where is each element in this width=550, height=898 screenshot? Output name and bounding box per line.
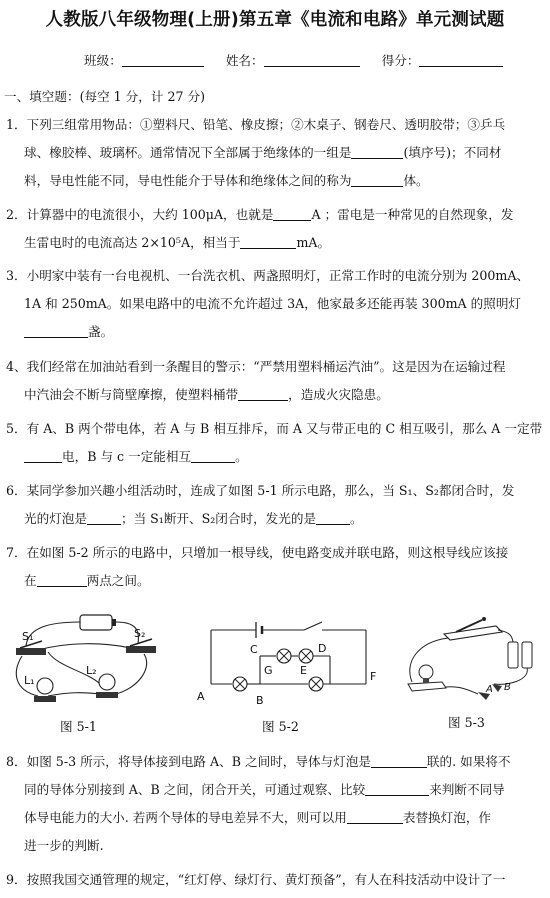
question-text: ，造成火灾隐患。 — [288, 387, 389, 402]
question-text: 球、橡胶棒、玻璃杯。通常情况下全部属于绝缘体的一组是 — [24, 145, 352, 160]
question-text: 体。 — [403, 173, 429, 188]
question-text: 在 — [24, 573, 37, 588]
question-text: 体导电能力的大小. 若两个导体的导电差异不大，则可以用 — [24, 810, 347, 825]
question-number: 5． — [6, 421, 27, 436]
question-text: 两点之间。 — [86, 573, 150, 588]
question-text: 同的导体分别接到 A、B 之间，闭合开关，可通过观察、比较 — [24, 782, 366, 797]
question-number: 6． — [6, 483, 27, 498]
fig2-label-e: E — [300, 664, 307, 677]
question-text: 有 A、B 两个带电体，若 A 与 B 相互排斥，而 A 又与带正电的 C 相互吸引，那么 A 一定带 — [26, 421, 543, 436]
question-text: 盏。 — [88, 324, 114, 339]
question-text: mA。 — [296, 235, 331, 250]
question-number: 9． — [6, 872, 27, 887]
fig2-label-f: F — [370, 670, 377, 683]
answer-blank[interactable] — [24, 323, 88, 338]
battery-icon — [508, 642, 518, 668]
question-text: (填序号)；不同材 — [403, 145, 502, 160]
question-text: 在如图 5-2 所示的电路中，只增加一根导线，使电路变成并联电路，则这根导线应该接 — [26, 545, 509, 560]
answer-blank[interactable] — [371, 753, 427, 768]
section-heading-fill-blank: 一、填空题：(每空 1 分，计 27 分) — [4, 89, 206, 104]
battery-icon — [80, 615, 112, 630]
switch-s1-icon — [16, 648, 46, 655]
fig1-label-l1: L₁ — [24, 674, 35, 687]
fig2-label-d: D — [318, 642, 327, 655]
figure-5-3-circuit — [398, 612, 548, 710]
answer-blank[interactable] — [316, 510, 350, 525]
answer-blank[interactable] — [273, 206, 311, 221]
question-text: 计算器中的电流很小，大约 100μA，也就是 — [26, 207, 274, 222]
class-label: 班级： — [84, 53, 122, 68]
question-1 — [6, 111, 546, 195]
question-8 — [6, 748, 546, 860]
figures-row — [0, 612, 550, 736]
class-blank[interactable] — [122, 52, 204, 67]
question-text: 电，B 与 c 一定能相互 — [62, 449, 192, 464]
question-text: 按照我国交通管理的规定，“红灯停、绿灯行、黄灯预备”，有人在科技活动中设计了一 — [26, 872, 506, 887]
bulb-icon — [419, 665, 433, 679]
question-5 — [6, 415, 546, 471]
answer-blank[interactable] — [365, 781, 429, 796]
question-text: 小明家中装有一台电视机、一台洗衣机、两盏照明灯，正常工作时的电流分别为 200mA、 — [26, 268, 530, 283]
figure-5-2-caption: 图 5-2 — [262, 719, 299, 734]
question-text: ；当 S₁断开、S₂闭合时，发光的是 — [120, 511, 317, 526]
question-number: 8． — [6, 754, 27, 769]
question-text: 下列三组常用物品：①塑料尺、铅笔、橡皮擦；②木桌子、钢卷尺、透明胶带；③乒乓 — [26, 117, 506, 132]
bulb-l2-icon — [99, 674, 115, 690]
fig2-label-g: G — [264, 664, 273, 677]
fig1-label-l2: L₂ — [86, 664, 97, 677]
switch-icon — [304, 622, 322, 630]
answer-blank[interactable] — [24, 448, 62, 463]
score-blank[interactable] — [419, 52, 503, 67]
answer-blank[interactable] — [238, 386, 288, 401]
question-text: 生雷电时的电流高达 2×10⁵A，相当于 — [24, 235, 241, 250]
question-text: 来判断不同导 — [429, 782, 505, 797]
bulb-board-icon — [408, 682, 446, 691]
figure-5-1-circuit — [8, 612, 158, 707]
switch-board-icon — [444, 626, 502, 640]
answer-blank[interactable] — [191, 448, 235, 463]
fig1-label-s1: S₁ — [22, 630, 34, 643]
page-title: 人教版八年级物理(上册)第五章《电流和电路》单元测试题 — [45, 10, 505, 30]
question-text: 表替换灯泡，作 — [402, 810, 492, 825]
answer-blank[interactable] — [87, 510, 121, 525]
answer-blank[interactable] — [37, 572, 87, 587]
question-text: 。 — [350, 511, 363, 526]
question-number: 7． — [6, 545, 27, 560]
question-4 — [6, 353, 546, 409]
question-6 — [6, 477, 546, 533]
fig3-label-a: A — [486, 684, 493, 695]
answer-blank[interactable] — [347, 809, 403, 824]
question-text: 料，导电性能不同，导电性能介于导体和绝缘体之间的称为 — [24, 173, 352, 188]
question-text: 。 — [235, 449, 248, 464]
figure-5-2-circuit — [196, 618, 386, 708]
fig1-label-s2: S₂ — [134, 627, 146, 640]
clip-b-icon — [492, 684, 502, 692]
question-9 — [6, 866, 546, 894]
question-text: A ；雷电是一种常见的自然现象，发 — [311, 207, 514, 222]
fig2-label-b: B — [256, 694, 264, 707]
bulb-l1-icon — [37, 678, 53, 694]
question-text: 进一步的判断. — [24, 838, 104, 853]
question-7 — [6, 539, 546, 595]
figure-5-3-caption: 图 5-3 — [448, 715, 485, 730]
answer-blank[interactable] — [240, 234, 296, 249]
question-text: 某同学参加兴趣小组活动时，连成了如图 5-1 所示电路，那么，当 S₁、S₂都闭合时，发 — [26, 483, 515, 498]
battery-icon — [522, 642, 532, 668]
question-text: 我们经常在加油站看到一条醒目的警示：“严禁用塑料桶运汽油”。这是因为在运输过程 — [26, 359, 506, 374]
switch-s2-icon — [126, 646, 156, 653]
fig3-label-b: B — [504, 682, 511, 693]
question-text: 如图 5-3 所示，将导体接到电路 A、B 之间时，导体与灯泡是 — [26, 754, 371, 769]
name-label: 姓名： — [225, 53, 264, 68]
fig2-label-a: A — [197, 690, 205, 703]
answer-blank[interactable] — [351, 144, 403, 159]
question-text: 光的灯泡是 — [24, 511, 87, 526]
student-info-line — [84, 50, 544, 69]
question-text: 1A 和 250mA。如果电路中的电流不允许超过 3A，他家最多还能再装 300mA 的照明灯 — [24, 296, 522, 311]
question-number: 4、 — [6, 359, 27, 374]
fig2-label-c: C — [250, 643, 258, 656]
question-number: 2． — [6, 207, 27, 222]
answer-blank[interactable] — [351, 172, 403, 187]
question-text: 联的. 如果将不 — [426, 754, 511, 769]
question-text: 中汽油会不断与筒壁摩擦，使塑料桶带 — [24, 387, 239, 402]
question-number: 3． — [6, 268, 27, 283]
figure-5-1-caption: 图 5-1 — [60, 719, 97, 734]
question-number: 1． — [6, 117, 27, 132]
score-label: 得分： — [381, 53, 420, 68]
name-blank[interactable] — [264, 52, 360, 67]
question-3 — [6, 262, 546, 346]
question-2 — [6, 201, 546, 257]
